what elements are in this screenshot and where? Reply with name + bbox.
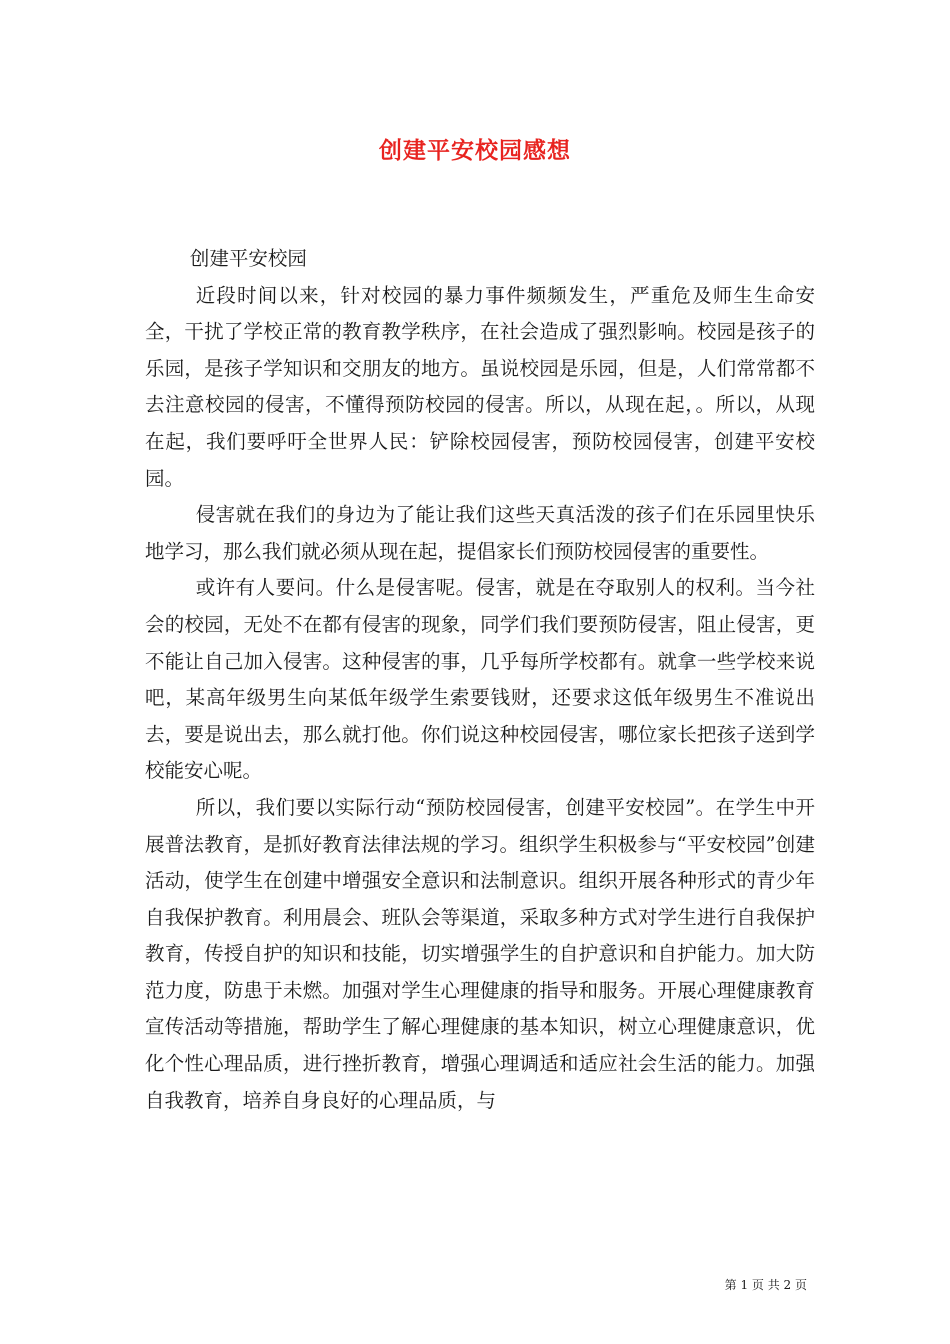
document-title: 创建平安校园感想: [379, 137, 571, 164]
paragraph: 所以，我们要以实际行动“预防校园侵害，创建平安校园”。在学生中开展普法教育，是抓好教育法律法规的学习。组织学生积极参与“平安校园”创建活动，使学生在创建中增强安全意识和法制意识。组织开展各种形式的青少年自我保护教育。利用晨会、班队会等渠道，采取多种方式对学生进行自我保护教育，传授自护的知识和技能，切实增强学生的自护意识和自护能力。加大防范力度，防患于未燃。加强对学生心理健康的指导和服务。开展心理健康教育宣传活动等措施，帮助学生了解心理健康的基本知识，树立心理健康意识，优化个性心理品质，进行挫折教育，增强心理调适和适应社会生活的能力。加强自我教育，培养自身良好的心理品质，与: [145, 795, 815, 1112]
paragraph: 或许有人要问。什么是侵害呢。侵害，就是在夺取别人的权利。当今社会的校园，无处不在都有侵害的现象，同学们我们要预防侵害，阻止侵害，更不能让自己加入侵害。这种侵害的事，几乎每所学校都有。就拿一些学校来说吧，某高年级男生向某低年级学生索要钱财，还要求这低年级男生不准说出去，要是说出去，那么就打他。你们说这种校园侵害，哪位家长把孩子送到学校能安心呢。: [145, 576, 815, 783]
page-number: 第 1 页 共 2 页: [724, 1278, 807, 1292]
subheading: 创建平安校园: [189, 247, 307, 270]
paragraph: 侵害就在我们的身边为了能让我们这些天真活泼的孩子们在乐园里快乐地学习，那么我们就必须从现在起，提倡家长们预防校园侵害的重要性。: [145, 503, 815, 563]
paragraph: 近段时间以来，针对校园的暴力事件频频发生，严重危及师生生命安全，干扰了学校正常的教育教学秩序，在社会造成了强烈影响。校园是孩子的乐园，是孩子学知识和交朋友的地方。虽说校园是乐园，但是，人们常常都不去注意校园的侵害，不懂得预防校园的侵害。所以，从现在起，。所以，从现在起，我们要呼吁全世界人民：铲除校园侵害，预防校园侵害，创建平安校园。: [145, 283, 815, 490]
document-body: [145, 241, 815, 1119]
